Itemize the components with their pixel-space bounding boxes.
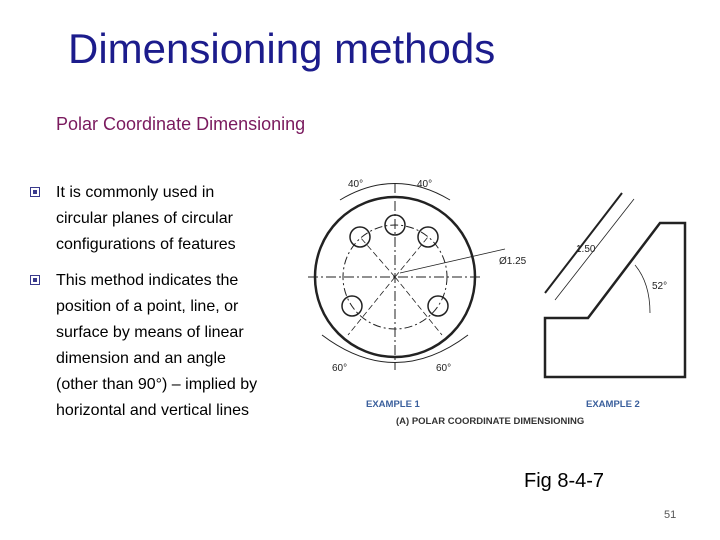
angle-label: 60° — [332, 363, 348, 374]
figure-number: Fig 8-4-7 — [524, 470, 605, 492]
radial-line — [348, 277, 395, 335]
bullet-item — [30, 180, 270, 258]
example-1-label: EXAMPLE 1 — [366, 399, 420, 410]
slide-subtitle: Polar Coordinate Dimensioning — [56, 114, 306, 134]
polar-dimensioning-figure — [300, 165, 700, 435]
bullet-text: It is commonly used in circular planes of circular configurations of features — [56, 184, 236, 253]
page-number: 51 — [664, 509, 677, 521]
angle-label: 40° — [417, 179, 433, 190]
hole — [428, 296, 448, 316]
figure-caption: (A) POLAR COORDINATE DIMENSIONING — [396, 416, 585, 427]
slant-edge — [545, 193, 622, 293]
bullet-text: This method indicates the position of a point, line, or surface by means of linear dimension and an angle (other than 90°) – implied by horizontal and vertical lines — [56, 272, 258, 419]
leader-line — [400, 249, 505, 273]
radial-line — [360, 237, 395, 277]
angle-label: 40° — [348, 179, 364, 190]
example-1-drawing — [308, 183, 505, 370]
radial-line — [395, 237, 428, 277]
example-2-label: EXAMPLE 2 — [586, 399, 640, 410]
hole — [418, 227, 438, 247]
diameter-label: Ø1.25 — [499, 256, 527, 267]
bullet-item — [30, 268, 270, 424]
angle-label: 52° — [652, 281, 668, 292]
bullet-square-icon — [30, 187, 40, 197]
example-1-labels — [332, 179, 527, 410]
length-label: 1.50 — [576, 244, 596, 255]
hole — [350, 227, 370, 247]
angled-block — [545, 223, 685, 377]
radial-line — [395, 277, 442, 335]
bullet-list — [30, 180, 270, 434]
bullet-square-icon — [30, 275, 40, 285]
example-2-labels — [576, 244, 667, 410]
angle-label: 60° — [436, 363, 452, 374]
angle-arc — [635, 265, 650, 313]
slide-title: Dimensioning methods — [68, 25, 496, 72]
